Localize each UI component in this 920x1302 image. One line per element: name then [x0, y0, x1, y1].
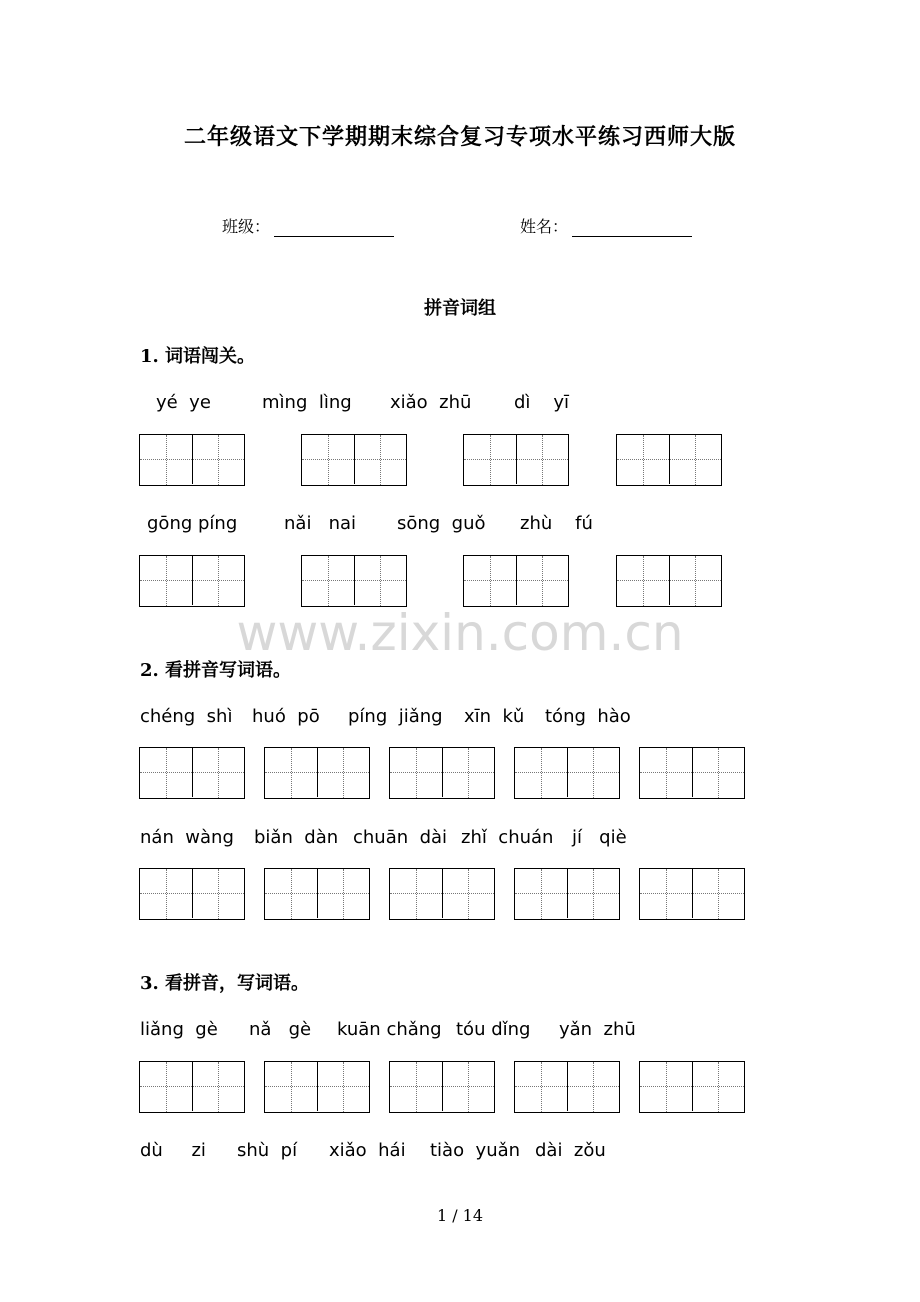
pinyin-label: dài zǒu	[535, 1140, 606, 1161]
writing-box[interactable]	[616, 555, 722, 607]
writing-box[interactable]	[301, 434, 407, 486]
pinyin-label: nǎ gè	[249, 1019, 312, 1040]
writing-box[interactable]	[616, 434, 722, 486]
question-2-heading: 2. 看拼音写词语。	[140, 660, 292, 681]
pinyin-label: chéng shì	[140, 706, 233, 727]
watermark: www.zixin.com.cn	[236, 604, 684, 662]
pinyin-label: xiǎo zhū	[390, 392, 472, 413]
writing-box[interactable]	[264, 868, 370, 920]
writing-box[interactable]	[514, 1061, 620, 1113]
question-1-heading: 1. 词语闯关。	[140, 346, 256, 367]
section-title: 拼音词组	[424, 298, 496, 319]
pinyin-label: huó pō	[252, 706, 320, 727]
writing-box[interactable]	[389, 868, 495, 920]
pinyin-label: shù pí	[237, 1140, 298, 1161]
name-blank[interactable]	[572, 220, 692, 237]
pinyin-label: sōng guǒ	[397, 513, 486, 534]
writing-box[interactable]	[264, 747, 370, 799]
writing-box[interactable]	[139, 747, 245, 799]
pinyin-label: zhǐ chuán	[461, 827, 554, 848]
page-title: 二年级语文下学期期末综合复习专项水平练习西师大版	[183, 124, 736, 150]
class-field	[222, 214, 394, 237]
pinyin-label: píng jiǎng	[348, 706, 443, 727]
writing-box[interactable]	[389, 1061, 495, 1113]
pinyin-label: dì yī	[514, 392, 569, 413]
writing-box[interactable]	[264, 1061, 370, 1113]
pinyin-label: xīn kǔ	[464, 706, 525, 727]
writing-box[interactable]	[639, 868, 745, 920]
pinyin-label: mìng lìng	[262, 392, 352, 413]
pinyin-label: chuān dài	[353, 827, 448, 848]
writing-box[interactable]	[139, 434, 245, 486]
pinyin-label: nán wàng	[140, 827, 234, 848]
name-label: 姓名：	[520, 217, 569, 236]
writing-box[interactable]	[139, 555, 245, 607]
pinyin-label: nǎi nai	[284, 513, 357, 534]
name-field	[520, 214, 692, 237]
pinyin-label: tóu dǐng	[456, 1019, 531, 1040]
writing-box[interactable]	[301, 555, 407, 607]
writing-box[interactable]	[639, 747, 745, 799]
writing-box[interactable]	[514, 868, 620, 920]
pinyin-label: gōng píng	[147, 513, 238, 534]
writing-box[interactable]	[389, 747, 495, 799]
writing-box[interactable]	[463, 555, 569, 607]
pinyin-label: dù zi	[140, 1140, 206, 1161]
writing-box[interactable]	[463, 434, 569, 486]
pinyin-label: tiào yuǎn	[430, 1140, 521, 1161]
class-blank[interactable]	[274, 220, 394, 237]
writing-box[interactable]	[639, 1061, 745, 1113]
pinyin-label: liǎng gè	[140, 1019, 218, 1040]
class-label: 班级：	[222, 217, 271, 236]
pinyin-label: yǎn zhū	[559, 1019, 636, 1040]
pinyin-label: zhù fú	[520, 513, 593, 534]
pinyin-label: tóng hào	[545, 706, 631, 727]
writing-box[interactable]	[514, 747, 620, 799]
pinyin-label: jí qiè	[572, 827, 627, 848]
pinyin-label: xiǎo hái	[329, 1140, 406, 1161]
pinyin-label: kuān chǎng	[337, 1019, 442, 1040]
question-3-heading: 3. 看拼音，写词语。	[140, 973, 310, 994]
page-number: 1 / 14	[436, 1206, 484, 1225]
writing-box[interactable]	[139, 1061, 245, 1113]
pinyin-label: yé ye	[156, 392, 211, 413]
pinyin-label: biǎn dàn	[254, 827, 339, 848]
writing-box[interactable]	[139, 868, 245, 920]
